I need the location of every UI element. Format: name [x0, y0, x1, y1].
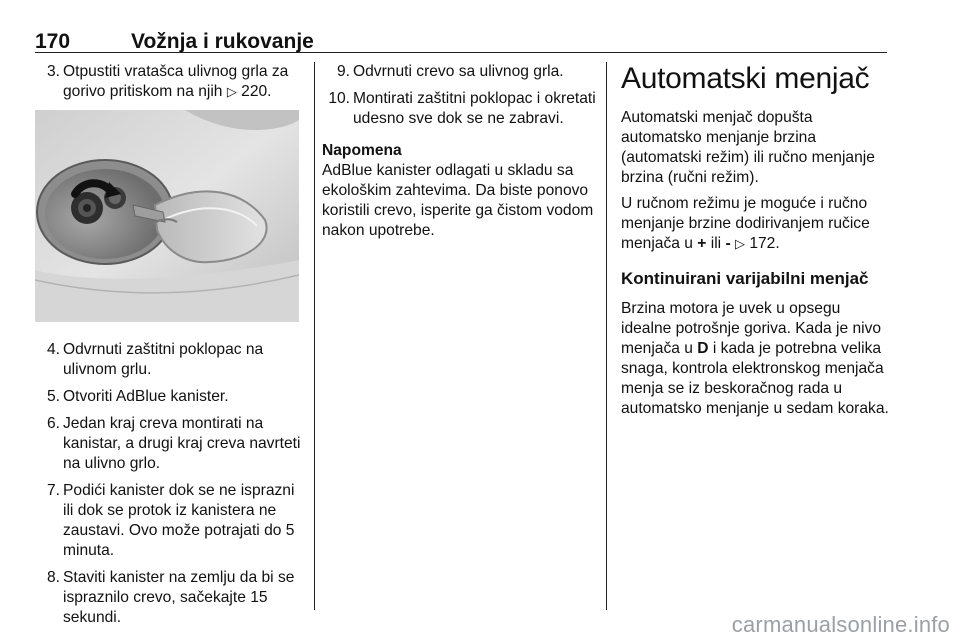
step-text: Odvrnuti crevo sa ulivnog grla.	[353, 63, 564, 80]
step-number: 9.	[336, 63, 350, 80]
paragraph-manual-mode	[621, 194, 891, 255]
step-number: 7.	[46, 482, 60, 499]
step-6	[38, 414, 304, 474]
step-8	[38, 568, 304, 628]
step-text: Montirati zaštitni poklopac i okretati udesno sve dok se ne zabravi.	[353, 90, 596, 127]
note-box	[322, 141, 598, 241]
subsection-title: Kontinuirani varijabilni menjač	[621, 269, 869, 288]
column-divider-2	[606, 62, 607, 610]
page-reference-icon: ▷	[735, 237, 745, 252]
step-10	[322, 89, 598, 129]
minus-symbol: -	[725, 235, 731, 252]
step-number: 10.	[328, 90, 350, 107]
column-left	[38, 62, 304, 635]
page-reference-icon: ▷	[226, 85, 237, 100]
paragraph-cvt	[621, 299, 891, 419]
step-4	[38, 340, 304, 380]
step-text: Podići kanister dok se ne isprazni ili dok se protok iz kanistera ne zaustavi. Ovo može potrajati do 5 minuta.	[63, 482, 295, 559]
step-7	[38, 481, 304, 561]
paragraph-intro: Automatski menjač dopušta automatsko menjanje brzina (automatski režim) ili ručno menjanje brzina (ručni režim).	[621, 109, 875, 186]
column-middle	[322, 62, 598, 241]
paragraph-text: i kada je potrebna velika snaga, kontrola elektronskog menjača menja se iz beskoračnog rada u automatsko menjanje u sedam koraka.	[621, 340, 889, 417]
header-divider	[35, 52, 887, 53]
step-9	[322, 62, 598, 82]
drive-symbol: D	[697, 340, 709, 357]
fuel-door-adblue-photo	[35, 110, 299, 322]
paragraph-text: U ručnom režimu je moguće i ručno menjanje brzine dodirivanjem ručice menjača u	[621, 195, 870, 252]
step-text: Jedan kraj creva montirati na kanistar, a drugi kraj creva navrteti na ulivno grlo.	[63, 415, 301, 472]
step-3	[38, 62, 304, 103]
page-reference[interactable]: 172.	[745, 235, 780, 252]
watermark: carmanualsonline.info	[731, 612, 950, 637]
step-text: Odvrnuti zaštitni poklopac na ulivnom grlu.	[63, 341, 264, 378]
step-number: 3.	[46, 63, 60, 80]
chapter-title: Vožnja i rukovanje	[131, 30, 314, 53]
step-text: Otpustiti vratašca ulivnog grla za gorivo pritiskom na njih	[63, 63, 289, 100]
column-divider-1	[314, 62, 315, 610]
column-right	[621, 62, 891, 425]
step-number: 6.	[46, 415, 60, 432]
step-number: 5.	[46, 388, 60, 405]
step-text: Staviti kanister na zemlju da bi se ispraznilo crevo, sačekajte 15 sekundi.	[63, 569, 295, 626]
page-reference[interactable]: 220.	[236, 83, 272, 100]
step-number: 8.	[46, 569, 60, 586]
steps-list	[38, 340, 304, 628]
step-5	[38, 387, 304, 407]
section-title: Automatski menjač	[621, 62, 870, 95]
paragraph-text: Brzina motora je uvek u opsegu idealne potrošnje goriva. Kada je nivo menjača u	[621, 300, 882, 357]
note-title: Napomena	[322, 142, 402, 159]
page-number: 170	[35, 30, 71, 53]
step-text: Otvoriti AdBlue kanister.	[63, 388, 229, 405]
step-number: 4.	[46, 341, 60, 358]
note-text: AdBlue kanister odlagati u skladu sa ekološkim zahtevima. Da biste ponovo koristili crevo, isperite ga čistom vodom nakon upotrebe.	[322, 162, 594, 239]
plus-symbol: +	[697, 235, 707, 252]
paragraph-text: ili	[706, 235, 726, 252]
